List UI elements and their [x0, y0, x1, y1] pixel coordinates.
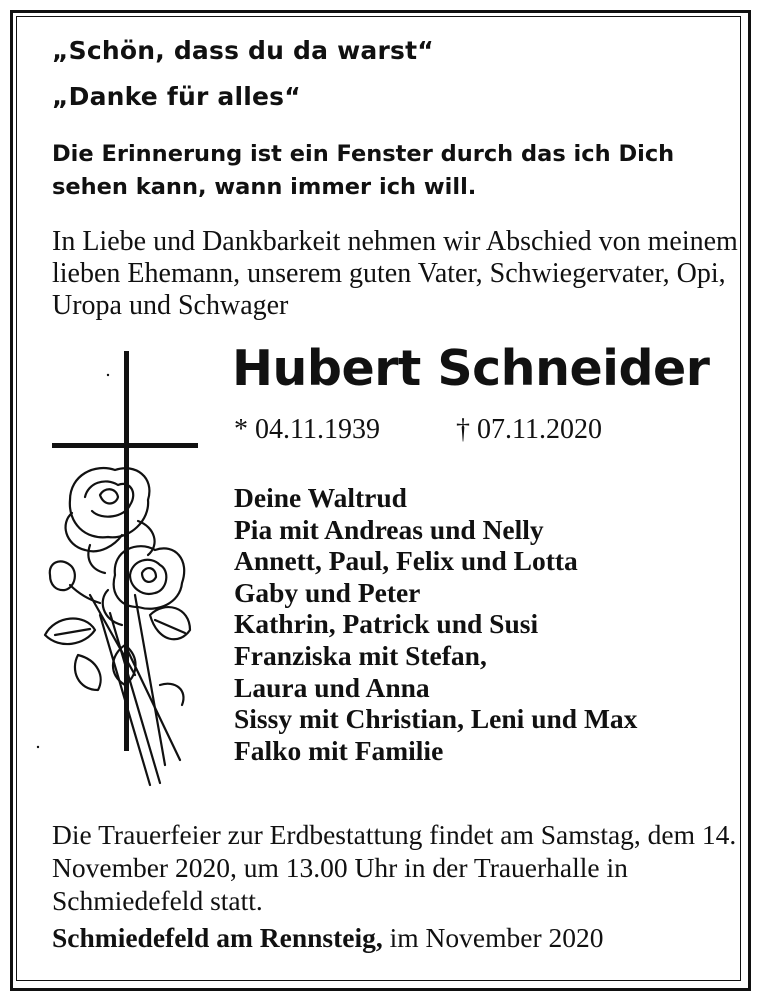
death-date: † 07.11.2020 [456, 414, 602, 445]
list-item: Annett, Paul, Felix und Lotta [234, 545, 578, 577]
footer-date: im November 2020 [389, 922, 604, 953]
birth-date: * 04.11.1939 [234, 414, 380, 445]
deceased-name: Hubert Schneider [232, 340, 710, 397]
life-dates [234, 414, 654, 446]
list-item: Franziska mit Stefan, [234, 639, 487, 671]
list-item: Sissy mit Christian, Leni und Max [234, 703, 638, 735]
mourners-list [234, 482, 637, 766]
footer-place: Schmiedefeld am Rennsteig, [52, 922, 383, 953]
footer-line [52, 922, 603, 954]
intro-text: In Liebe und Dankbarkeit nehmen wir Abschied von meinem lieben Ehemann, unserem guten Vater, Schwiegervater, Opi, Uropa und Schwager [52, 226, 738, 321]
list-item: Pia mit Andreas und Nelly [234, 513, 544, 545]
ceremony-text: Die Trauerfeier zur Erdbestattung findet am Samstag, dem 14. November 2020, um 13.00 Uhr in der Trauerhalle in Schmiedefeld statt. [52, 819, 737, 916]
list-item: Falko mit Familie [234, 734, 444, 766]
motto-text: Die Erinnerung ist ein Fenster durch das ich Dich sehen kann, wann immer ich will. [52, 141, 675, 200]
list-item: Gaby und Peter [234, 576, 421, 608]
quote-line-1: „Schön, dass du da warst“ [52, 36, 434, 65]
list-item: Kathrin, Patrick und Susi [234, 608, 539, 640]
list-item: Laura und Anna [234, 671, 430, 703]
list-item: Deine Waltrud [234, 482, 407, 513]
quote-line-2: „Danke für alles“ [52, 82, 301, 111]
cross-with-roses-icon [30, 345, 215, 795]
